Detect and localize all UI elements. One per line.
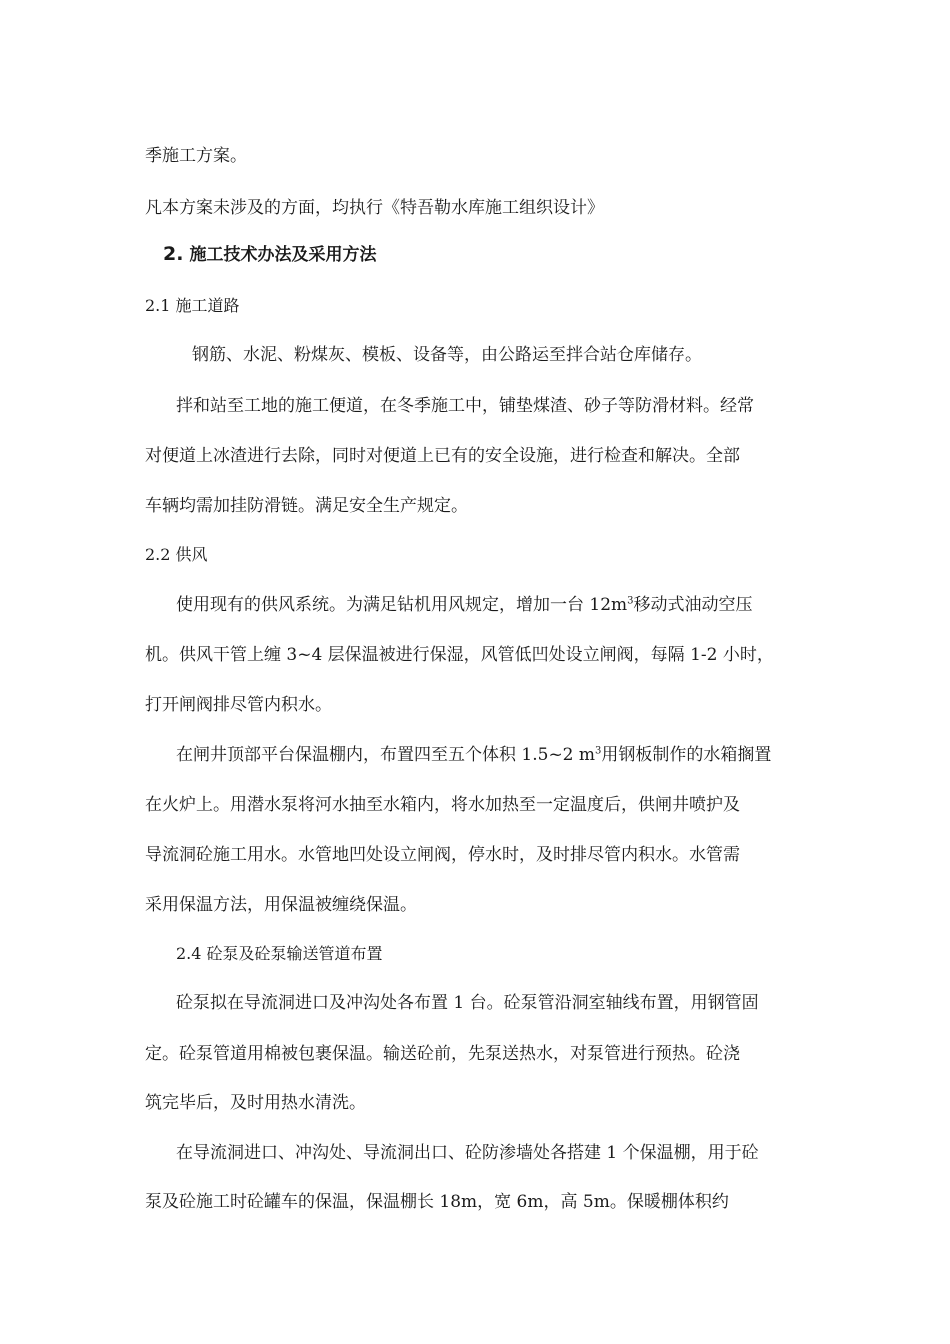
paragraph-line: 打开闸阀排尽管内积水。 [145, 695, 332, 715]
paragraph-line [176, 593, 753, 617]
superscript: 3 [627, 595, 634, 607]
section-heading [163, 242, 376, 267]
paragraph-line: 采用保温方法，用保温被缠绕保温。 [145, 895, 417, 915]
paragraph-line: 定。砼泵管道用棉被包裹保温。输送砼前，先泵送热水，对泵管进行预热。砼浇 [145, 1044, 740, 1064]
paragraph-line [176, 743, 771, 767]
text-run: 用钢板制作的水箱搁置 [601, 745, 772, 765]
paragraph-line: 拌和站至工地的施工便道，在冬季施工中，铺垫煤渣、砂子等防滑材料。经常 [176, 396, 754, 416]
paragraph-line: 车辆均需加挂防滑链。满足安全生产规定。 [145, 496, 468, 516]
section-number: 2. [163, 243, 184, 265]
section-title: 施工技术办法及采用方法 [189, 245, 377, 265]
subsection-heading: 2.2 供风 [145, 545, 208, 564]
subsection-heading: 2.4 砼泵及砼泵输送管道布置 [176, 944, 383, 963]
subsection-heading: 2.1 施工道路 [145, 296, 240, 315]
paragraph-line: 筑完毕后，及时用热水清洗。 [145, 1093, 366, 1113]
paragraph-line: 钢筋、水泥、粉煤灰、模板、设备等，由公路运至拌合站仓库储存。 [192, 345, 702, 365]
paragraph-line: 机。供风干管上缠 3~4 层保温被进行保湿，风管低凹处设立闸阀，每隔 1-2 小时， [145, 645, 774, 665]
text-run: 移动式油动空压 [633, 595, 753, 615]
paragraph-line: 在火炉上。用潜水泵将河水抽至水箱内，将水加热至一定温度后，供闸井喷护及 [145, 795, 740, 815]
superscript: 3 [595, 745, 602, 757]
paragraph-line: 砼泵拟在导流洞进口及冲沟处各布置 1 台。砼泵管沿洞室轴线布置，用钢管固 [176, 993, 759, 1013]
paragraph-line: 泵及砼施工时砼罐车的保温，保温棚长 18m，宽 6m，高 5m。保暖棚体积约 [145, 1192, 729, 1212]
paragraph-line: 凡本方案未涉及的方面，均执行《特吾勒水库施工组织设计》 [145, 198, 604, 218]
text-run: 使用现有的供风系统。为满足钻机用风规定，增加一台 12m [176, 595, 628, 615]
paragraph-line: 导流洞砼施工用水。水管地凹处设立闸阀，停水时，及时排尽管内积水。水管需 [145, 845, 740, 865]
paragraph-line: 在导流洞进口、冲沟处、导流洞出口、砼防渗墙处各搭建 1 个保温棚，用于砼 [176, 1143, 759, 1163]
paragraph-line: 对便道上冰渣进行去除，同时对便道上已有的安全设施，进行检查和解决。全部 [145, 446, 740, 466]
text-run: 在闸井顶部平台保温棚内，布置四至五个体积 1.5~2 m [176, 745, 596, 765]
paragraph-line: 季施工方案。 [145, 146, 247, 166]
